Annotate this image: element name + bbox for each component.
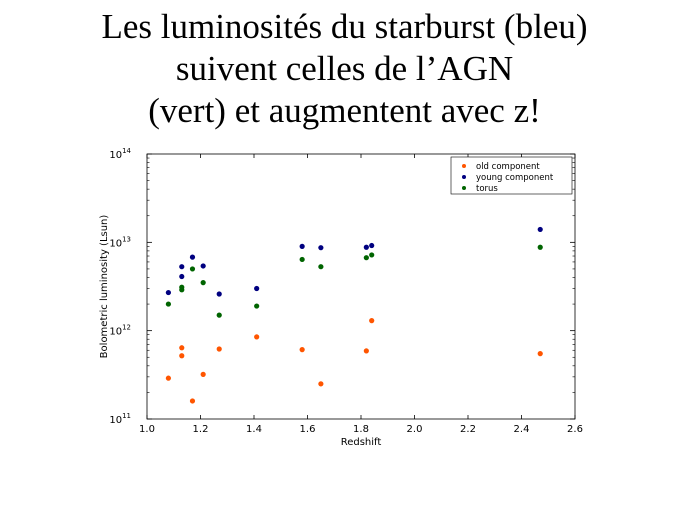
data-point-series-2 <box>300 244 305 249</box>
data-point-series-2 <box>179 264 184 269</box>
y-axis-label: Bolometric luminosity (Lsun) <box>99 214 110 359</box>
legend-label: old component <box>476 162 540 172</box>
y-tick-label: $10^{11}$ <box>109 412 131 426</box>
slide-title <box>0 6 689 132</box>
data-point-series-2 <box>179 274 184 279</box>
legend-label: torus <box>476 184 498 194</box>
data-point-series-3 <box>254 303 259 308</box>
data-point-series-1 <box>254 334 259 339</box>
data-point-series-2 <box>217 291 222 296</box>
data-point-series-2 <box>190 255 195 260</box>
x-tick-label: 2.0 <box>406 424 423 435</box>
y-tick-label: $10^{13}$ <box>109 235 131 250</box>
legend-label: young component <box>476 173 554 183</box>
data-point-series-3 <box>166 301 171 306</box>
data-point-series-1 <box>369 318 374 323</box>
data-point-series-3 <box>300 257 305 262</box>
data-point-series-2 <box>538 227 543 232</box>
legend-marker <box>462 175 466 179</box>
x-tick-label: 2.4 <box>513 424 530 435</box>
data-point-series-3 <box>364 255 369 260</box>
x-axis-label: Redshift <box>340 437 382 448</box>
slide-title-line-2: suivent celles de l’AGN <box>175 49 514 88</box>
x-tick-label: 2.6 <box>567 424 583 435</box>
data-point-series-3 <box>369 252 374 257</box>
data-point-series-3 <box>538 245 543 250</box>
data-point-series-1 <box>201 372 206 377</box>
data-point-series-2 <box>201 263 206 268</box>
y-tick-label: $10^{14}$ <box>109 147 131 161</box>
data-point-series-3 <box>217 313 222 318</box>
x-tick-label: 1.6 <box>299 424 316 435</box>
data-point-series-3 <box>318 264 323 269</box>
data-point-series-2 <box>166 290 171 295</box>
slide-title-line-1: Les luminosités du starburst (bleu) <box>101 7 588 46</box>
data-point-series-1 <box>190 398 195 403</box>
data-point-series-2 <box>369 243 374 248</box>
legend-marker <box>462 186 466 190</box>
y-tick-label: $10^{12}$ <box>109 323 131 338</box>
scatter-chart <box>94 143 590 451</box>
data-point-series-1 <box>538 351 543 356</box>
data-point-series-1 <box>217 346 222 351</box>
x-tick-label: 1.8 <box>353 424 369 435</box>
data-point-series-3 <box>190 266 195 271</box>
data-point-series-1 <box>166 376 171 381</box>
data-point-series-3 <box>179 287 184 292</box>
legend <box>451 157 572 194</box>
data-point-series-1 <box>179 353 184 358</box>
x-tick-label: 1.0 <box>139 424 155 435</box>
data-point-series-1 <box>300 347 305 352</box>
x-tick-label: 1.2 <box>192 424 209 435</box>
data-point-series-2 <box>364 245 369 250</box>
slide-title-line-3: (vert) et augmentent avec z! <box>148 91 541 130</box>
data-point-series-2 <box>318 245 323 250</box>
data-point-series-1 <box>364 348 369 353</box>
x-tick-label: 1.4 <box>246 424 262 435</box>
x-tick-label: 2.2 <box>460 424 476 435</box>
data-point-series-3 <box>201 280 206 285</box>
legend-marker <box>462 164 466 168</box>
data-point-series-1 <box>179 345 184 350</box>
data-point-series-1 <box>318 381 323 386</box>
data-point-series-2 <box>254 286 259 291</box>
